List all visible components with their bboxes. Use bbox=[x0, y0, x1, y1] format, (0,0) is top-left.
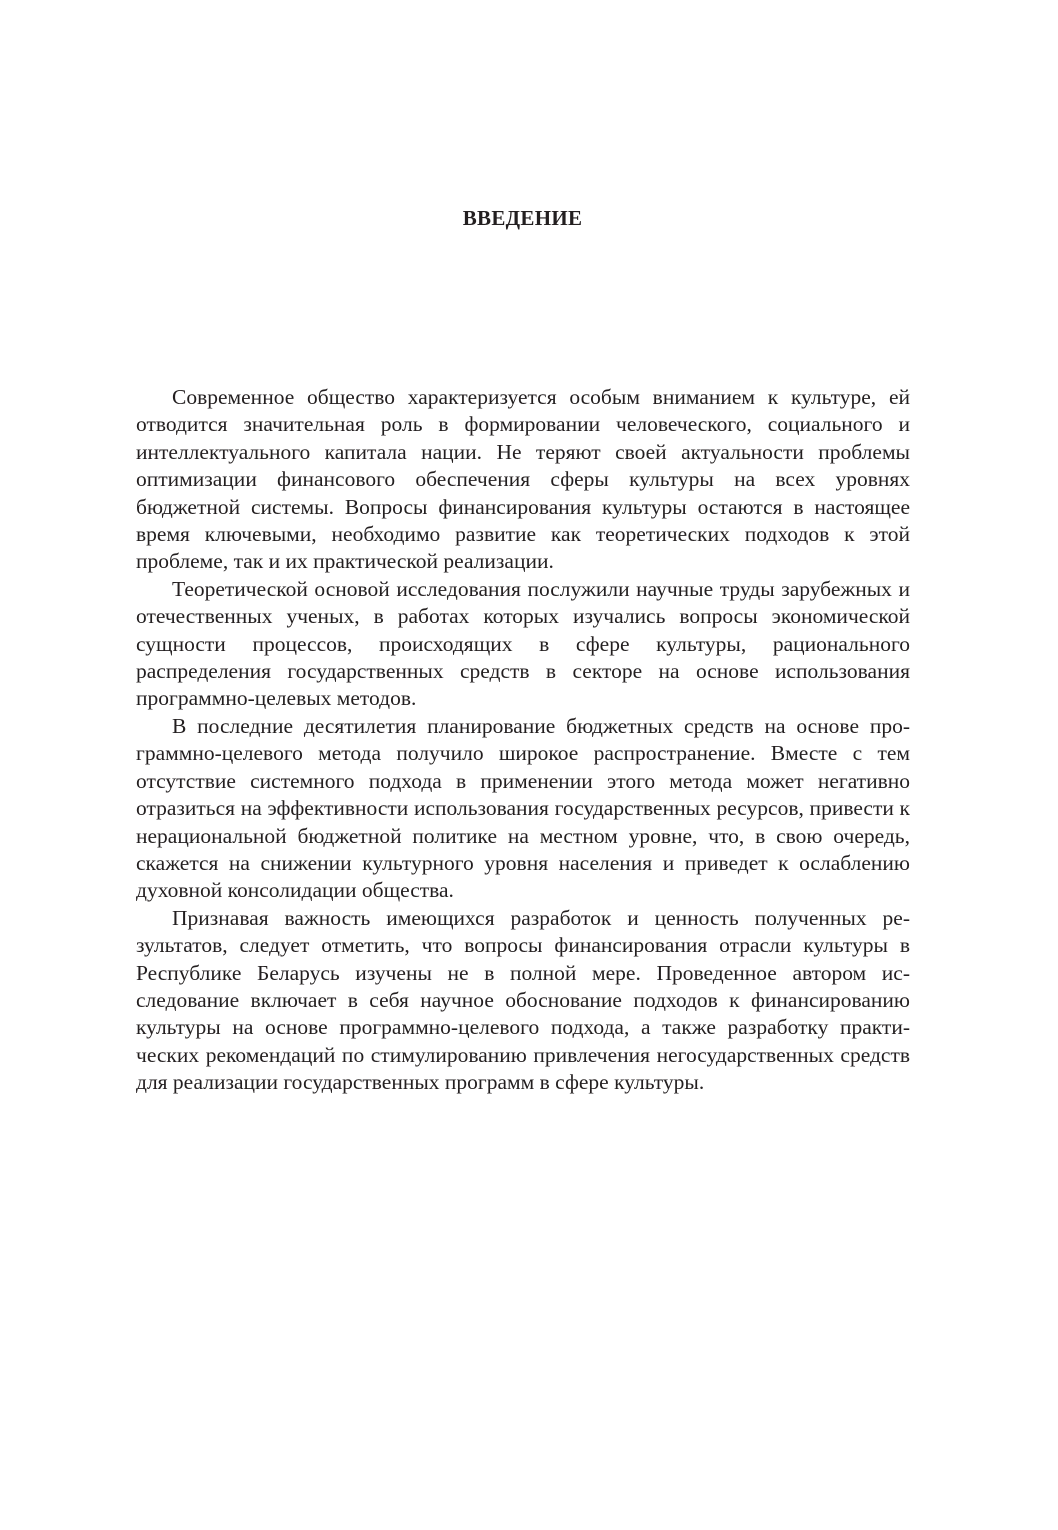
paragraph-4: Признавая важность имеющихся разработок и ценность полученных результатов, следует отметить, что вопросы финансирования отрасли культуры в Республике Беларусь изучены не в полной мере. Проведенное автором исследование включает в себя научное обоснование подходов к финансированию культуры на основе программно-целевого подхода, а также разработку практических рекомендаций по стимулированию привлечения негосударственных средств для реализации государственных программ в сфере культуры. bbox=[136, 905, 910, 1095]
paragraph-2: Теоретической основой исследования послужили научные труды зарубежных и отечественных ученых, в работах которых изучались вопросы экономической сущности процессов, происходящих в сфере культуры, рационального распределения государственных средств в секторе на основе использования программно-целевых методов. bbox=[136, 576, 910, 711]
paragraph-1: Современное общество характеризуется особым вниманием к культуре, ей отводится значительная роль в формировании человеческого, социального и интеллектуального капитала нации. Не теряют своей актуальности проблемы оптимизации финансового обеспечения сферы культуры на всех уровнях бюджетной системы. Вопросы финансирования культуры остаются в настоящее время ключевыми, необходимо развитие как теоретических подходов к этой проблеме, так и их практической реализации. bbox=[136, 385, 910, 574]
paragraph-3: В последние десятилетия планирование бюджетных средств на основе программно-целевого метода получило широкое распространение. Вместе с тем отсутствие системного подхода в применении этого метода может негативно отразиться на эффективности использования государственных ресурсов, привести к нерациональной бюджетной политике на местном уровне, что, в свою очередь, скажется на снижении культурного уровня населения и приведет к ослаблению духовной консолидации общества. bbox=[136, 713, 910, 903]
body-text bbox=[136, 384, 910, 1097]
page-title: ВВЕДЕНИЕ bbox=[462, 206, 583, 230]
